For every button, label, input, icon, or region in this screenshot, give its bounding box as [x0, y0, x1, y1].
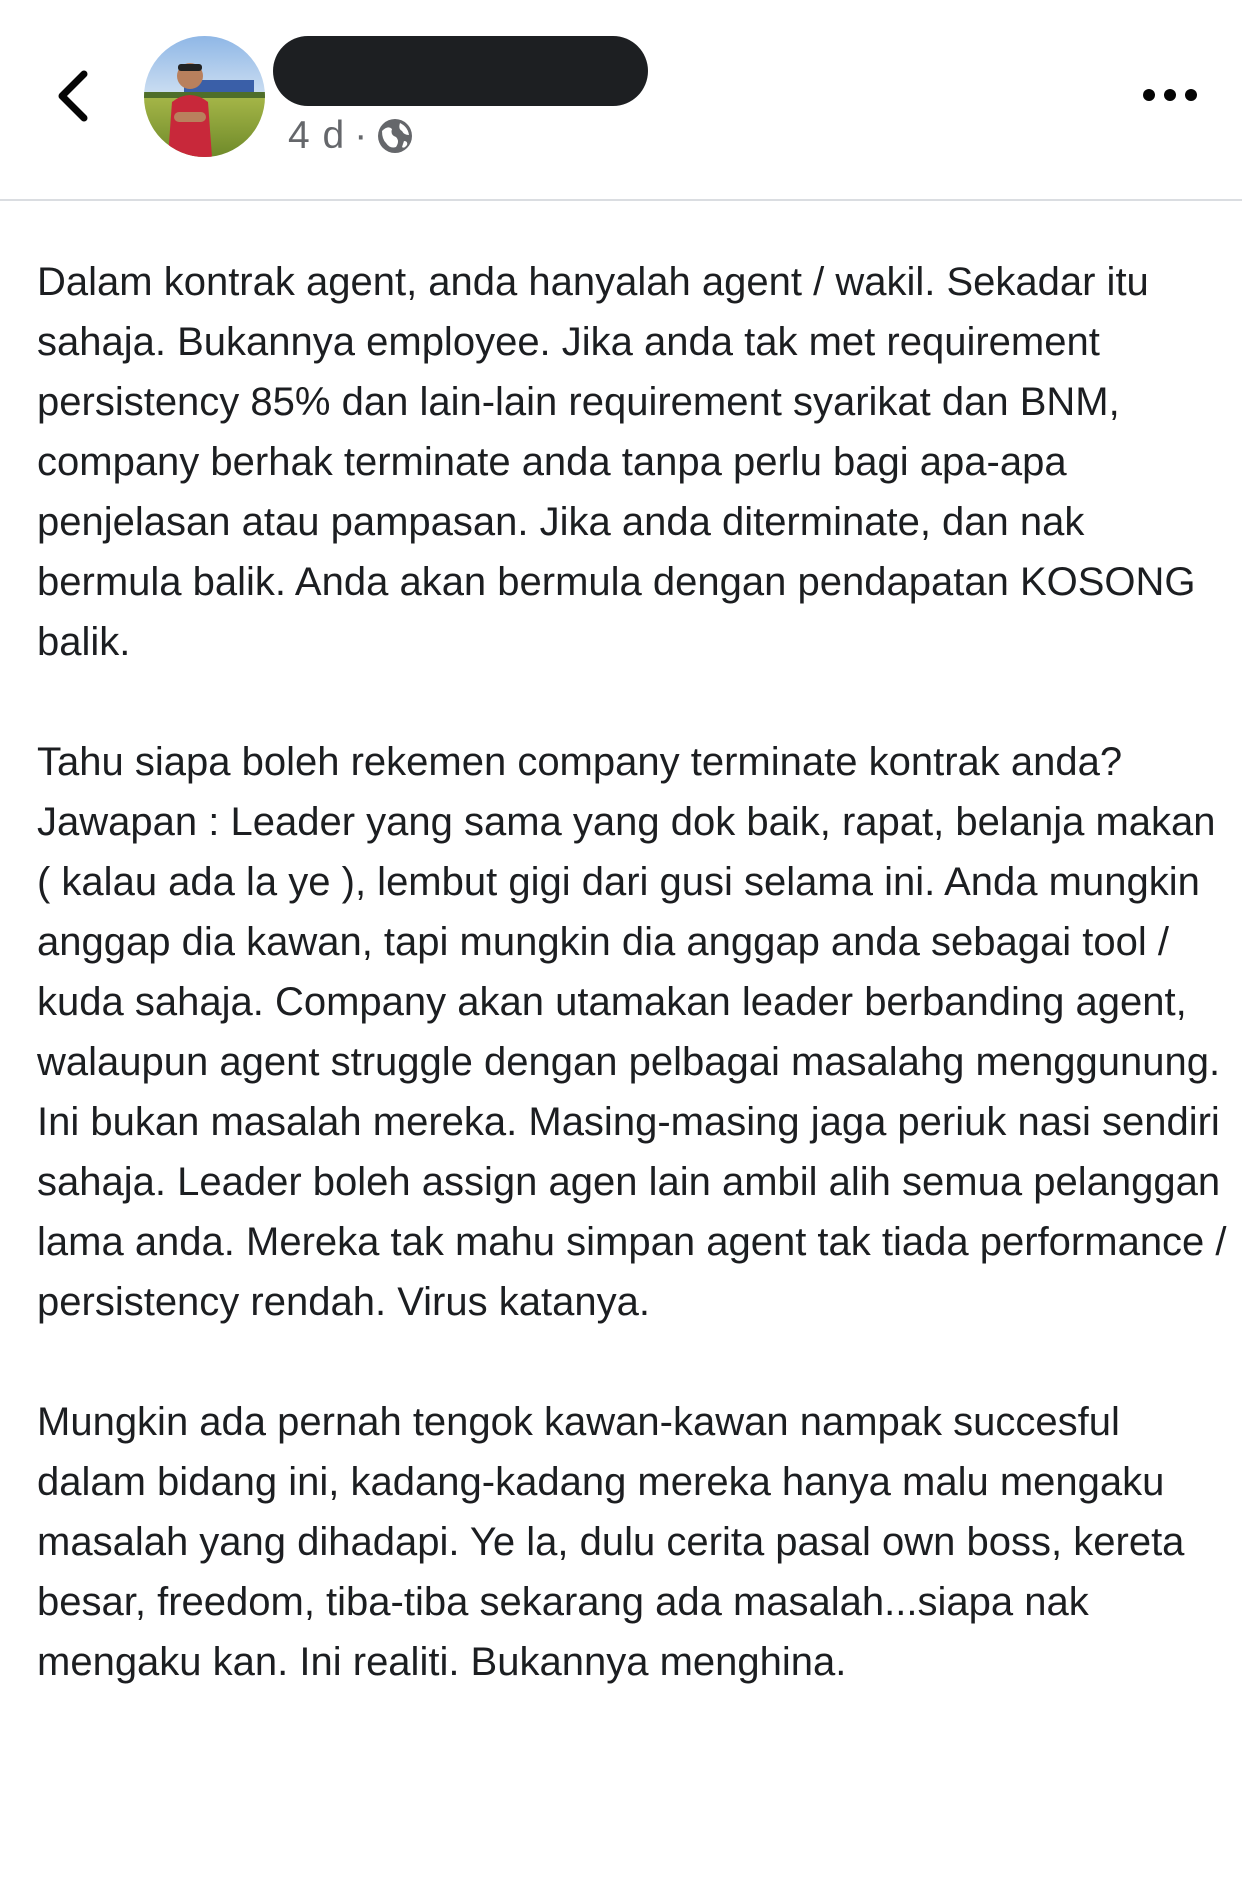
- meta-separator: ·: [354, 114, 369, 157]
- chevron-left-icon: [54, 68, 94, 124]
- post-paragraph: Dalam kontrak agent, anda hanyalah agent / wakil. Sekadar itu sahaja. Bukannya employee. Jika anda tak met requirement persistency 85% dan lain-lain requirement syarikat dan BNM, company berhak terminate anda tanpa perlu bagi apa-apa penjelasan atau pampasan. Jika anda diterminate, dan nak bermula balik. Anda akan bermula dengan pendapatan KOSONG balik.: [37, 260, 1196, 664]
- avatar[interactable]: [144, 36, 265, 157]
- post-paragraph: Mungkin ada pernah tengok kawan-kawan nampak succesful dalam bidang ini, kadang-kadang mereka hanya malu mengaku masalah yang dihadapi. Ye la, dulu cerita pasal own boss, kereta besar, freedom, tiba-tiba sekarang ada masalah...siapa nak mengaku kan. Ini realiti. Bukannya menghina.: [37, 1400, 1185, 1684]
- back-button[interactable]: [44, 62, 104, 130]
- more-options-button[interactable]: [1130, 70, 1210, 120]
- redacted-author-name[interactable]: [273, 36, 648, 106]
- post-text: [37, 252, 1227, 1752]
- post-header: [0, 0, 1242, 201]
- post-meta: [288, 112, 414, 160]
- post-paragraph: Tahu siapa boleh rekemen company terminate kontrak anda? Jawapan : Leader yang sama yang dok baik, rapat, belanja makan ( kalau ada la ye ), lembut gigi dari gusi selama ini. Anda mungkin anggap dia kawan, tapi mungkin dia anggap anda sebagai tool / kuda sahaja. Company akan utamakan leader berbanding agent, walaupun agent struggle dengan pelbagai masalahg menggunung. Ini bukan masalah mereka. Masing-masing jaga periuk nasi sendiri sahaja. Leader boleh assign agen lain ambil alih semua pelanggan lama anda. Mereka tak mahu simpan agent tak tiada performance / persistency rendah. Virus katanya.: [37, 740, 1227, 1324]
- post-time[interactable]: 4 d: [288, 114, 346, 157]
- more-horizontal-icon: [1142, 88, 1198, 102]
- globe-icon: [376, 117, 414, 155]
